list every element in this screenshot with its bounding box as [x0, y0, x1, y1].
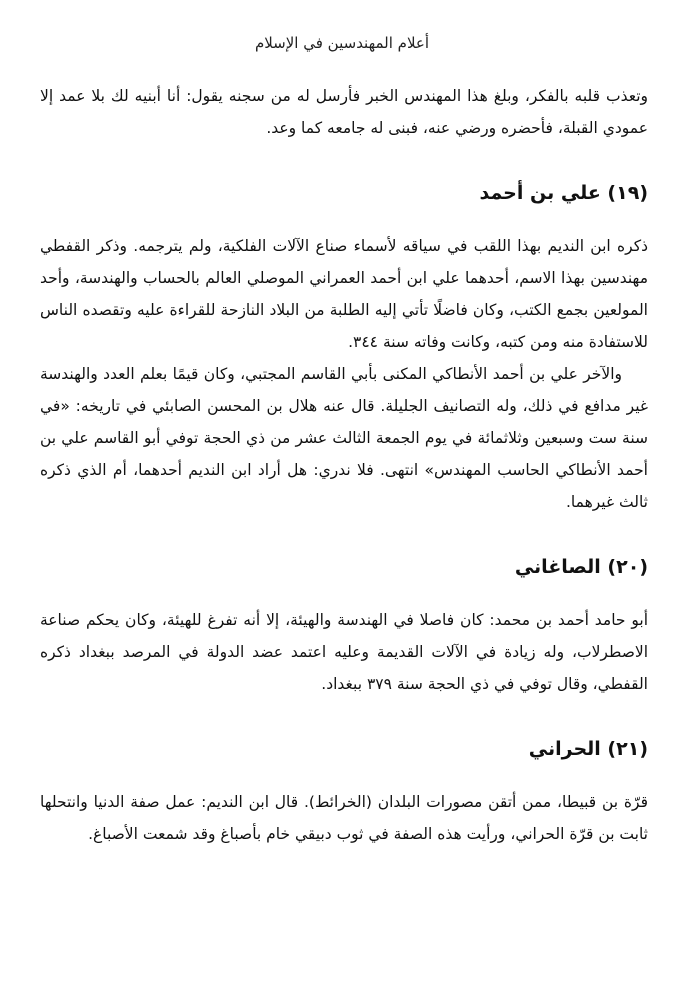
entry-19-paragraph-1: ذكره ابن النديم بهذا اللقب في سياقه لأسماء صناع الآلات الفلكية، ولم يترجمه. وذكر القفطي مهندسين بهذا الاسم، أحدهما علي ابن أحمد العمراني الموصلي العالم بالحساب والهندسة، وأحد المولعين بجمع الكتب، وكان فاضلًا تأتي إليه الطلبة من البلاد النازحة للقراءة عليه وتقصده الناس للاستفادة منه ومن كتبه، وكانت وفاته سنة ٣٤٤.	[40, 237, 648, 351]
entry-21-paragraph-1: قرّة بن قبيطا، ممن أتقن مصورات البلدان (الخرائط). قال ابن النديم: عمل صفة الدنيا وانتحلها ثابت بن قرّة الحراني، ورأيت هذه الصفة في ثوب دبيقي خام بأصباغ وقد شمعت الأصباغ.	[40, 793, 648, 843]
running-header: أعلام المهندسين في الإسلام	[254, 34, 430, 52]
entry-20-heading: (٢٠) الصاغاني	[514, 556, 648, 578]
entry-21-heading: (٢١) الحراني	[528, 738, 648, 760]
entry-19-heading: (١٩) علي بن أحمد	[479, 182, 648, 204]
page-body	[40, 80, 648, 850]
continuation-paragraph: وتعذب قلبه بالفكر، وبلغ هذا المهندس الخبر فأرسل له من سجنه يقول: أنا أبنيه لك بلا عمد إلا عمودي القبلة، فأحضره ورضي عنه، فبنى له جامعه كما وعد.	[40, 87, 648, 137]
entry-19-paragraph-2: والآخر علي بن أحمد الأنطاكي المكنى بأبي القاسم المجتبي، وكان قيمًا بعلم العدد والهندسة غير مدافع في ذلك، وله التصانيف الجليلة. قال عنه هلال بن المحسن الصابئي في تاريخه: «في سنة ست وسبعين وثلاثمائة في يوم الجمعة الثالث عشر من ذي الحجة توفي أبو القاسم علي بن أحمد الأنطاكي الحاسب المهندس» انتهى. فلا ندري: هل أراد ابن النديم أحدهما، أم الذي ذكره ثالث غيرهما.	[40, 365, 648, 511]
entry-20-paragraph-1: أبو حامد أحمد بن محمد: كان فاصلا في الهندسة والهيئة، إلا أنه تفرغ للهيئة، وكان يحكم صناعة الاصطرلاب، وله زيادة في الآلات القديمة وعليه اعتمد عضد الدولة في المرصد ببغداد ذكره القفطي، وقال توفي في ذي الحجة سنة ٣٧٩ ببغداد.	[40, 611, 648, 693]
